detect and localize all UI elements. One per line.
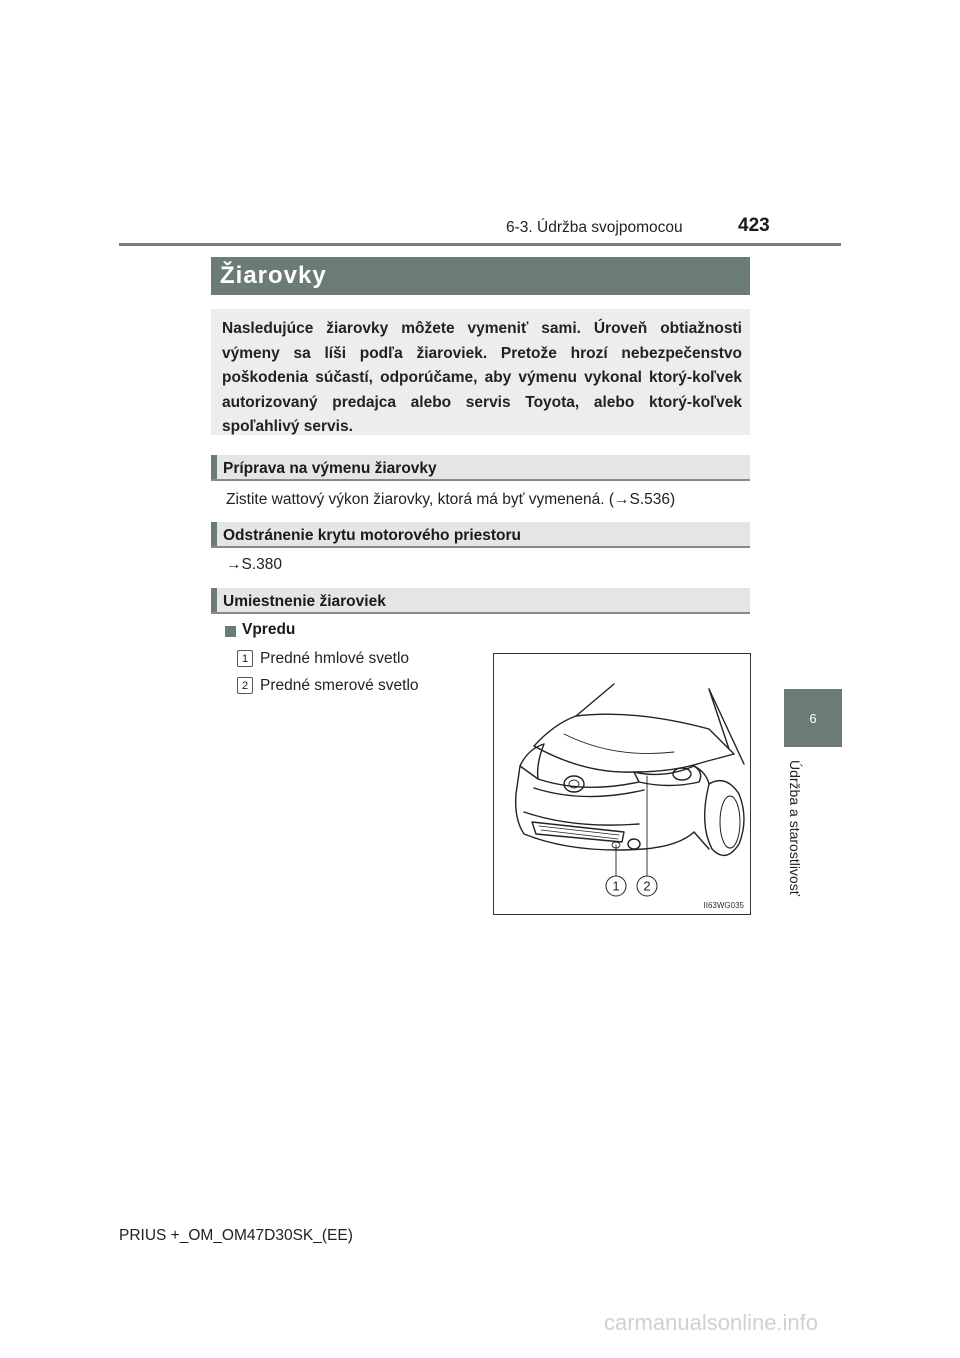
figure-callout-1: 1 <box>612 878 620 894</box>
prep-page-ref[interactable]: S.536) <box>629 491 676 508</box>
section-header: 6-3. Údržba svojpomocou <box>506 219 683 236</box>
car-front-illustration <box>494 654 750 914</box>
location-heading: Umiestnenie žiaroviek <box>223 593 386 610</box>
figure-callout-2: 2 <box>643 878 651 894</box>
callout-badge-1: 1 <box>237 650 253 667</box>
chapter-label: Údržba a starostlivosť <box>787 760 803 896</box>
header-rule <box>119 243 841 246</box>
page-title: Žiarovky <box>220 262 327 289</box>
figure-code: II63WG035 <box>703 901 744 910</box>
front-subheading: Vpredu <box>242 621 296 638</box>
arrow-icon: → <box>613 491 630 508</box>
callout-badge-2: 2 <box>237 677 253 694</box>
prep-heading: Príprava na výmenu žiarovky <box>223 460 437 477</box>
prep-text-main: Zistite wattový výkon žiarovky, ktorá má byť vymenená. ( <box>226 491 614 508</box>
fog-light-label: Predné hmlové svetlo <box>260 650 410 667</box>
intro-text: Nasledujúce žiarovky môžete vymeniť sami. Úroveň obtiažnosti výmeny sa líši podľa žiaroviek. Pretože hrozí nebezpečenstvo poškodenia súčastí, odporúčame, aby výmenu vykonal ktorý-koľvek autorizovaný predajca alebo servis Toyota, alebo ktorý-koľvek spoľahlivý servis. <box>222 320 742 436</box>
cover-page-ref[interactable]: S.380 <box>241 556 283 573</box>
prep-text <box>226 491 675 509</box>
chapter-number: 6 <box>809 710 817 726</box>
document-footer: PRIUS +_OM_OM47D30SK_(EE) <box>119 1227 353 1244</box>
car-front-figure <box>493 653 751 915</box>
cover-ref <box>226 556 282 574</box>
watermark: carmanualsonline.info <box>604 1310 819 1335</box>
arrow-icon: → <box>226 556 242 573</box>
chapter-tab <box>784 689 842 747</box>
cover-heading: Odstránenie krytu motorového priestoru <box>223 527 521 544</box>
square-bullet-icon <box>225 626 236 637</box>
turn-signal-label: Predné smerové svetlo <box>260 677 419 694</box>
page-number: 423 <box>738 215 770 236</box>
